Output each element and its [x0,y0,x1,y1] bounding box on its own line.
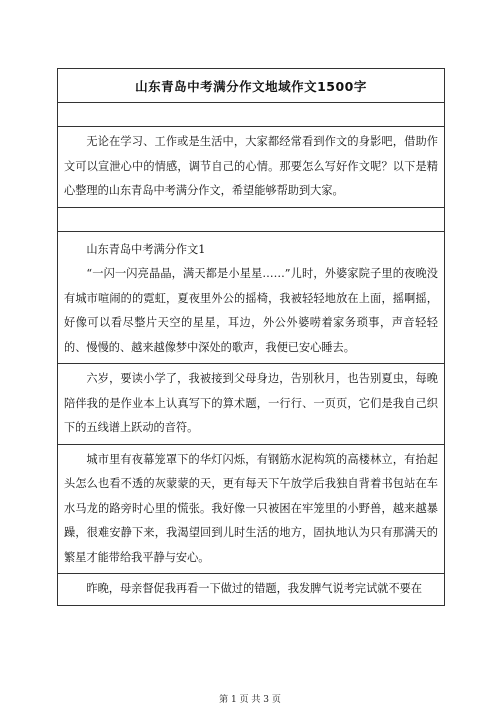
page-number: 第 1 页 共 3 页 [219,695,281,705]
document-table [57,68,445,606]
essay-paragraph: “一闪一闪亮晶晶，满天都是小星星……”儿时，外婆家院子里的夜晚没有城市喧闹的的霓虹，夏夜里外公的摇椅，我被轻轻地放在上面，摇啊摇，好像可以看尽整片天空的星星，耳边，外公外婆唠着家务琐事，声音轻轻的、慢慢的、越来越像梦中深处的歌声，我便已安心睡去。 [64,267,438,354]
intro-paragraph: 无论在学习、工作或是生活中，大家都经常看到作文的身影吧，借助作文可以宣泄心中的情感，调节自己的心情。那要怎么写好作文呢？以下是精心整理的山东青岛中考满分作文，希望能够帮助到大家。 [58,127,444,208]
essay-paragraph: 六岁，要读小学了，我被接到父母身边，告别秋月，也告别夏虫，每晚陪伴我的是作业本上认真写下的算术题，一行行、一页页，它们是我自己织下的五线谱上跃动的音符。 [58,364,444,445]
document-title: 山东青岛中考满分作文地域作文1500字 [58,69,444,103]
blank-row [58,208,444,232]
essay-paragraph: 城市里有夜幕笼罩下的华灯闪烁，有钢筋水泥构筑的高楼林立，有抬起头怎么也看不透的灰蒙蒙的天，更有每天下午放学后我独自背着书包站在车水马龙的路旁时心里的慌张。我好像一只被困在牢笼里的小野兽，越来越暴躁，很难安静下来，我渴望回到儿时生活的地方，固执地认为只有那满天的繁星才能带给我平静与安心。 [58,445,444,575]
essay-paragraph: 昨晚，母亲督促我再看一下做过的错题，我发脾气说考完试就不要在 [58,574,444,606]
essay-heading: 山东青岛中考满分作文1 [86,242,206,256]
essay-body [58,232,444,365]
blank-row [58,103,444,127]
